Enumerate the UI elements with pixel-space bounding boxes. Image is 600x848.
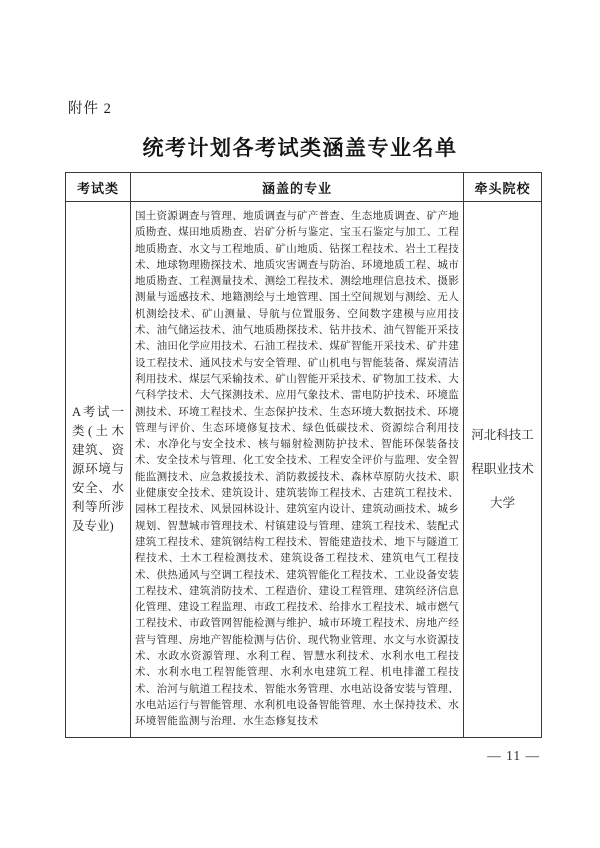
col-header-covered-majors: 涵盖的专业 bbox=[131, 173, 464, 202]
majors-table bbox=[65, 172, 542, 738]
covered-majors-cell: 国土资源调查与管理、地质调查与矿产普查、生态地质调查、矿产地质勘查、煤田地质勘查、岩矿分析与鉴定、宝玉石鉴定与加工、工程地质勘查、水文与工程地质、矿山地质、钻探工程技术、岩土工程技术、地球物理勘探技术、地质灾害调查与防治、环境地质工程、城市地质勘查、工程测量技术、测绘工程技术、测绘地理信息技术、摄影测量与遥感技术、地籍测绘与土地管理、国土空间规划与测绘、无人机测绘技术、矿山测量、导航与位置服务、空间数字建模与应用技术、油气储运技术、油气地质勘探技术、钻井技术、油气智能开采技术、油田化学应用技术、石油工程技术、煤矿智能开采技术、矿井建设工程技术、通风技术与安全管理、矿山机电与智能装备、煤炭清洁利用技术、煤层气采输技术、矿山智能开采技术、矿物加工技术、大气科学技术、大气探测技术、应用气象技术、雷电防护技术、环境监测技术、环境工程技术、生态保护技术、生态环境大数据技术、环境管理与评价、生态环境修复技术、绿色低碳技术、资源综合利用技术、水净化与安全技术、核与辐射检测防护技术、智能环保装备技术、安全技术与管理、化工安全技术、工程安全评价与监理、安全智能监测技术、应急救援技术、消防救援技术、森林草原防火技术、职业健康安全技术、建筑设计、建筑装饰工程技术、古建筑工程技术、园林工程技术、风景园林设计、建筑室内设计、建筑动画技术、城乡规划、智慧城市管理技术、村镇建设与管理、建筑工程技术、装配式建筑工程技术、建筑钢结构工程技术、智能建造技术、地下与隧道工程技术、土木工程检测技术、建筑设备工程技术、建筑电气工程技术、供热通风与空调工程技术、建筑智能化工程技术、工业设备安装工程技术、建筑消防技术、工程造价、建设工程管理、建筑经济信息化管理、建设工程监理、市政工程技术、给排水工程技术、城市燃气工程技术、市政管网智能检测与维护、城市环境工程技术、房地产经营与管理、房地产智能检测与估价、现代物业管理、水文与水资源技术、水政水资源管理、水利工程、智慧水利技术、水利水电工程技术、水利水电工程智能管理、水利水电建筑工程、机电排灌工程技术、治河与航道工程技术、智能水务管理、水电站设备安装与管理、水电站运行与智能管理、水利机电设备智能管理、水土保持技术、水环境智能监测与治理、水生态修复技术 bbox=[131, 202, 464, 738]
table-header-row bbox=[66, 173, 542, 202]
exam-category-cell: A考试一类(土木建筑、资源环境与安全、水利等所涉及专业) bbox=[66, 202, 131, 738]
col-header-exam-category: 考试类 bbox=[66, 173, 131, 202]
attachment-label: 附件 2 bbox=[68, 101, 112, 117]
page-title: 统考计划各考试类涵盖专业名单 bbox=[142, 136, 458, 160]
col-header-lead-institution: 牵头院校 bbox=[464, 173, 542, 202]
page-number: — 11 — bbox=[487, 748, 540, 763]
table-row bbox=[66, 202, 542, 738]
lead-institution-cell: 河北科技工程职业技术大学 bbox=[464, 202, 542, 738]
